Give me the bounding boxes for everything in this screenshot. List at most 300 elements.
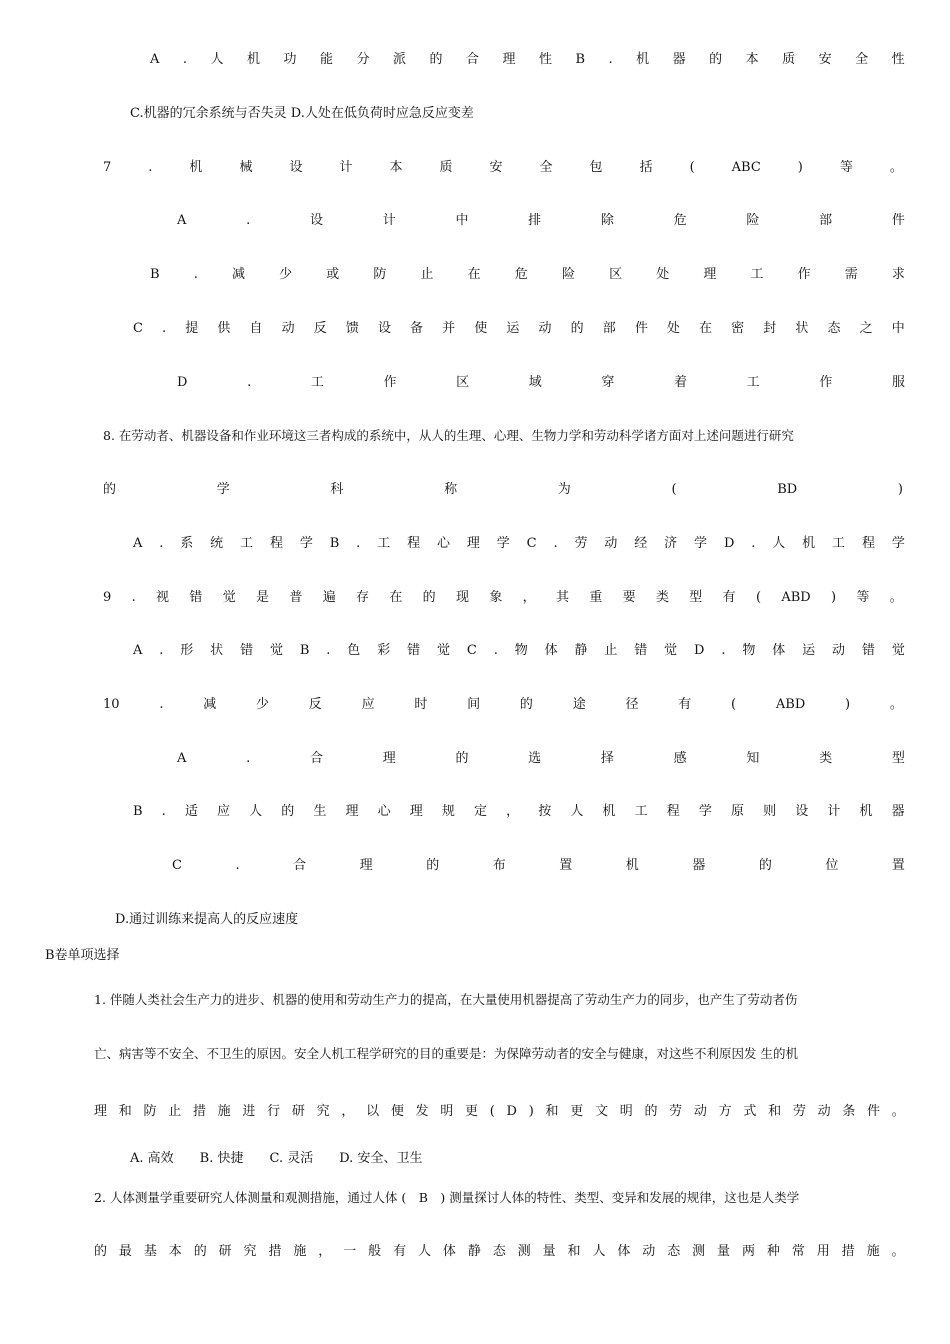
glyph: . <box>193 267 198 282</box>
glyph: 和 <box>768 1104 782 1119</box>
glyph: ) <box>897 482 903 497</box>
glyph: 量 <box>542 1244 556 1259</box>
question-8-stem-line-2 <box>103 480 903 500</box>
glyph: 学 <box>496 536 510 551</box>
glyph: ( <box>689 160 695 175</box>
glyph: ( <box>671 482 677 497</box>
glyph: 位 <box>825 858 839 873</box>
glyph: . <box>182 52 188 67</box>
glyph: 济 <box>664 536 678 551</box>
glyph: 测 <box>517 1244 531 1259</box>
glyph: 措 <box>268 1244 282 1259</box>
glyph: ABD <box>775 697 806 712</box>
glyph: 途 <box>572 697 586 712</box>
glyph: ( <box>489 1104 495 1119</box>
glyph: 错 <box>407 643 421 658</box>
glyph: ) <box>528 1104 534 1119</box>
glyph: 类 <box>655 590 669 605</box>
glyph: 研 <box>218 1244 232 1259</box>
glyph: 学 <box>694 536 708 551</box>
glyph: 。 <box>891 1244 905 1259</box>
glyph: 区 <box>609 267 623 282</box>
glyph: 态 <box>827 321 841 336</box>
glyph: ， <box>522 590 536 605</box>
glyph: 设 <box>289 160 303 175</box>
glyph: 作 <box>819 375 833 390</box>
glyph: 的 <box>519 697 533 712</box>
glyph: 设 <box>377 321 391 336</box>
glyph: D <box>506 1104 517 1119</box>
glyph: 危 <box>514 267 528 282</box>
glyph: 体 <box>442 1244 456 1259</box>
glyph: . <box>608 52 613 67</box>
glyph: 工 <box>750 267 764 282</box>
glyph: 感 <box>673 751 687 766</box>
glyph: 的 <box>570 321 584 336</box>
glyph: 体 <box>617 1244 631 1259</box>
glyph: ( <box>731 697 737 712</box>
glyph: . <box>235 858 240 873</box>
glyph: . <box>162 321 167 336</box>
glyph: 量 <box>717 1244 731 1259</box>
glyph: 措 <box>841 1244 855 1259</box>
glyph: B <box>150 267 160 282</box>
glyph: ， <box>341 1104 355 1119</box>
glyph: 施 <box>293 1244 307 1259</box>
glyph: 般 <box>368 1244 382 1259</box>
glyph: 止 <box>420 267 434 282</box>
b-question-1-stem-line-1: 1. 伴随人类社会生产力的进步、机器的使用和劳动生产力的提高，在大量使用机器提高了劳动生产力的同步，也产生了劳动者伤 <box>94 992 798 1007</box>
glyph: 究 <box>243 1244 257 1259</box>
glyph: 。 <box>889 160 903 175</box>
glyph: B <box>133 804 143 819</box>
glyph: 色 <box>347 643 361 658</box>
glyph: 觉 <box>269 643 283 658</box>
glyph: 程 <box>666 804 680 819</box>
glyph: 运 <box>506 321 520 336</box>
glyph: 是 <box>256 590 270 605</box>
glyph: 全 <box>539 160 553 175</box>
glyph: 着 <box>674 375 688 390</box>
glyph: 程 <box>407 536 421 551</box>
glyph: 止 <box>604 643 618 658</box>
glyph: 常 <box>791 1244 805 1259</box>
glyph: 密 <box>731 321 745 336</box>
glyph: D <box>723 536 735 551</box>
glyph: B <box>329 536 340 551</box>
glyph: 作 <box>797 267 811 282</box>
glyph: 性 <box>539 52 553 67</box>
glyph: D <box>694 643 705 658</box>
glyph: 普 <box>289 590 303 605</box>
question-6-options-cd: C.机器的冗余系统与否失灵 D.人处在低负荷时应急反应变差 <box>130 106 474 121</box>
glyph: 明 <box>440 1104 454 1119</box>
glyph: 减 <box>231 267 245 282</box>
glyph: 型 <box>689 590 703 605</box>
glyph: 物 <box>742 643 756 658</box>
glyph: 态 <box>492 1244 506 1259</box>
glyph: 理 <box>502 52 516 67</box>
glyph: . <box>553 536 558 551</box>
glyph: 质 <box>782 52 796 67</box>
glyph: 功 <box>283 52 297 67</box>
glyph: 体 <box>544 643 558 658</box>
glyph: 置 <box>559 858 573 873</box>
glyph: ， <box>318 1244 332 1259</box>
glyph: 进 <box>242 1104 256 1119</box>
glyph: 危 <box>673 213 687 228</box>
glyph: 工 <box>832 536 846 551</box>
glyph: 的 <box>426 858 440 873</box>
glyph: ABD <box>781 590 811 605</box>
question-7-option-d <box>177 373 905 393</box>
glyph: 处 <box>656 267 670 282</box>
glyph: 部 <box>819 213 833 228</box>
glyph: 理 <box>409 804 423 819</box>
glyph: 学 <box>891 536 905 551</box>
glyph: . <box>246 751 251 766</box>
glyph: 和 <box>545 1104 559 1119</box>
glyph: 除 <box>600 213 614 228</box>
glyph: . <box>721 643 726 658</box>
glyph: 理 <box>94 1104 108 1119</box>
glyph: 派 <box>393 52 407 67</box>
glyph: 能 <box>320 52 334 67</box>
glyph: 的 <box>429 52 443 67</box>
glyph: 反 <box>308 697 322 712</box>
glyph: 型 <box>891 751 905 766</box>
glyph: 心 <box>377 804 391 819</box>
glyph: 布 <box>492 858 506 873</box>
glyph: 提 <box>185 321 199 336</box>
glyph: 馈 <box>345 321 359 336</box>
glyph: 少 <box>279 267 293 282</box>
question-9-options <box>133 641 905 661</box>
glyph: 形 <box>180 643 194 658</box>
glyph: 生 <box>313 804 327 819</box>
glyph: D <box>177 375 188 390</box>
glyph: ( <box>755 590 762 605</box>
glyph: 状 <box>795 321 809 336</box>
glyph: 括 <box>639 160 653 175</box>
glyph: 经 <box>634 536 648 551</box>
glyph: 封 <box>763 321 777 336</box>
glyph: 更 <box>465 1104 479 1119</box>
glyph: 器 <box>891 804 905 819</box>
glyph: 合 <box>309 751 323 766</box>
glyph: 应 <box>217 804 231 819</box>
glyph: 和 <box>567 1244 581 1259</box>
glyph: 象 <box>489 590 503 605</box>
glyph: 觉 <box>222 590 236 605</box>
glyph: 中 <box>455 213 469 228</box>
glyph: 理 <box>345 804 359 819</box>
glyph: ) <box>845 697 851 712</box>
glyph: 种 <box>766 1244 780 1259</box>
glyph: 施 <box>866 1244 880 1259</box>
glyph: . <box>161 804 166 819</box>
b-question-1-stem-line-3 <box>94 1102 905 1122</box>
glyph: 科 <box>330 482 344 497</box>
glyph: 用 <box>816 1244 830 1259</box>
glyph: 或 <box>326 267 340 282</box>
glyph: 本 <box>389 160 403 175</box>
question-10-option-b <box>133 802 905 822</box>
glyph: 适 <box>184 804 198 819</box>
glyph: 程 <box>861 536 875 551</box>
glyph: 明 <box>619 1104 633 1119</box>
glyph: 错 <box>861 643 875 658</box>
glyph: 分 <box>356 52 370 67</box>
glyph: 机 <box>247 52 261 67</box>
glyph: 学 <box>299 536 313 551</box>
glyph: 类 <box>819 751 833 766</box>
glyph: 域 <box>528 375 542 390</box>
glyph: 定 <box>474 804 488 819</box>
glyph: 觉 <box>664 643 678 658</box>
glyph: 等 <box>856 590 870 605</box>
glyph: 防 <box>373 267 387 282</box>
glyph: 在 <box>389 590 403 605</box>
glyph: 部 <box>602 321 616 336</box>
glyph: 原 <box>731 804 745 819</box>
glyph: 人 <box>249 804 263 819</box>
glyph: 理 <box>382 751 396 766</box>
glyph: 。 <box>889 590 903 605</box>
glyph: 知 <box>746 751 760 766</box>
b-question-2-stem-line-1: 2. 人体测量学重要研究人体测量和观测措施，通过人体 ( B ) 测量探讨人体的特性、类型、变异和发展的规律，这也是人类学 <box>94 1190 800 1205</box>
glyph: 防 <box>143 1104 157 1119</box>
glyph: 止 <box>168 1104 182 1119</box>
question-10-option-a <box>177 749 905 769</box>
glyph: B <box>299 643 310 658</box>
glyph: 研 <box>291 1104 305 1119</box>
glyph: 的 <box>193 1244 207 1259</box>
question-8-options <box>133 534 905 554</box>
glyph: 人 <box>417 1244 431 1259</box>
glyph: 。 <box>891 1104 905 1119</box>
glyph: 工 <box>634 804 648 819</box>
glyph: 工 <box>377 536 391 551</box>
glyph: 运 <box>802 643 816 658</box>
glyph: 错 <box>240 643 254 658</box>
glyph: A <box>177 751 187 766</box>
glyph: 条 <box>842 1104 856 1119</box>
glyph: 区 <box>456 375 470 390</box>
glyph: 质 <box>439 160 453 175</box>
glyph: 态 <box>667 1244 681 1259</box>
glyph: 人 <box>570 804 584 819</box>
glyph: 便 <box>390 1104 404 1119</box>
glyph: 件 <box>634 321 648 336</box>
question-8-stem-line-1: 8. 在劳动者、机器设备和作业环境这三者构成的系统中，从人的生理、心理、生物力学和劳动科学诸方面对上述问题进行研究 <box>103 428 794 443</box>
glyph: 器 <box>672 52 686 67</box>
glyph: 机 <box>859 804 873 819</box>
question-9-stem <box>103 588 903 608</box>
glyph: ) <box>797 160 803 175</box>
glyph: 则 <box>763 804 777 819</box>
glyph: 体 <box>772 643 786 658</box>
glyph: 理 <box>703 267 717 282</box>
glyph: 的 <box>281 804 295 819</box>
glyph: A <box>133 536 143 551</box>
glyph: 本 <box>168 1244 182 1259</box>
glyph: 基 <box>143 1244 157 1259</box>
glyph: 机 <box>636 52 650 67</box>
glyph: 需 <box>844 267 858 282</box>
glyph: 工 <box>310 375 324 390</box>
glyph: 觉 <box>891 643 905 658</box>
glyph: . <box>159 697 164 712</box>
question-7-option-c <box>133 319 905 339</box>
glyph: 10 <box>103 697 120 712</box>
glyph: 服 <box>891 375 905 390</box>
glyph: 措 <box>192 1104 206 1119</box>
glyph: 包 <box>589 160 603 175</box>
glyph: 动 <box>642 1244 656 1259</box>
glyph: 计 <box>382 213 396 228</box>
glyph: 备 <box>410 321 424 336</box>
glyph: 彩 <box>377 643 391 658</box>
glyph: 静 <box>467 1244 481 1259</box>
question-10-stem <box>103 695 903 715</box>
glyph: 7 <box>103 160 112 175</box>
glyph: 在 <box>699 321 713 336</box>
glyph: 设 <box>309 213 323 228</box>
glyph: 。 <box>889 697 903 712</box>
glyph: 机 <box>625 858 639 873</box>
glyph: 合 <box>293 858 307 873</box>
glyph: 的 <box>644 1104 658 1119</box>
glyph: 人 <box>592 1244 606 1259</box>
glyph: 为 <box>557 482 571 497</box>
glyph: 减 <box>203 697 217 712</box>
glyph: 学 <box>698 804 712 819</box>
glyph: 劳 <box>669 1104 683 1119</box>
glyph: 理 <box>359 858 373 873</box>
glyph: 错 <box>189 590 203 605</box>
glyph: 统 <box>210 536 224 551</box>
glyph: ， <box>506 804 520 819</box>
glyph: 时 <box>414 697 428 712</box>
glyph: 文 <box>594 1104 608 1119</box>
glyph: . <box>159 643 164 658</box>
glyph: A <box>150 52 160 67</box>
glyph: 测 <box>692 1244 706 1259</box>
glyph: 险 <box>561 267 575 282</box>
glyph: 之 <box>859 321 873 336</box>
glyph: 最 <box>118 1244 132 1259</box>
glyph: 动 <box>832 643 846 658</box>
glyph: 的 <box>422 590 436 605</box>
glyph: 视 <box>156 590 170 605</box>
glyph: 径 <box>625 697 639 712</box>
glyph: 处 <box>666 321 680 336</box>
glyph: . <box>246 213 251 228</box>
glyph: 劳 <box>792 1104 806 1119</box>
glyph: 方 <box>718 1104 732 1119</box>
glyph: 和 <box>118 1104 132 1119</box>
glyph: 遍 <box>322 590 336 605</box>
glyph: 静 <box>574 643 588 658</box>
glyph: 反 <box>313 321 327 336</box>
glyph: C <box>172 858 182 873</box>
glyph: A <box>177 213 187 228</box>
glyph: 本 <box>745 52 759 67</box>
glyph: 穿 <box>601 375 615 390</box>
glyph: 工 <box>746 375 760 390</box>
glyph: 理 <box>466 536 480 551</box>
glyph: 机 <box>189 160 203 175</box>
glyph: 其 <box>555 590 569 605</box>
glyph: 究 <box>316 1104 330 1119</box>
glyph: 排 <box>528 213 542 228</box>
glyph: 设 <box>795 804 809 819</box>
glyph: 要 <box>622 590 636 605</box>
question-10-option-c <box>172 856 905 876</box>
glyph: 程 <box>269 536 283 551</box>
glyph: 错 <box>634 643 648 658</box>
glyph: C <box>526 536 537 551</box>
glyph: C <box>133 321 143 336</box>
glyph: 重 <box>589 590 603 605</box>
glyph: 式 <box>743 1104 757 1119</box>
glyph: 并 <box>442 321 456 336</box>
glyph: 安 <box>818 52 832 67</box>
glyph: 9 <box>103 590 112 605</box>
glyph: 施 <box>217 1104 231 1119</box>
glyph: 的 <box>455 751 469 766</box>
glyph: BD <box>777 482 798 497</box>
glyph: C <box>466 643 477 658</box>
glyph: . <box>159 536 164 551</box>
question-7-option-a <box>177 211 905 231</box>
glyph: ABC <box>731 160 761 175</box>
glyph: 一 <box>343 1244 357 1259</box>
glyph: 应 <box>361 697 375 712</box>
glyph: 存 <box>356 590 370 605</box>
question-7-stem <box>103 158 903 178</box>
glyph: 两 <box>741 1244 755 1259</box>
glyph: 规 <box>441 804 455 819</box>
section-heading: B卷单项选择 <box>45 948 120 963</box>
glyph: 有 <box>722 590 736 605</box>
glyph: 的 <box>94 1244 108 1259</box>
glyph: 动 <box>604 536 618 551</box>
glyph: 械 <box>239 160 253 175</box>
glyph: 系 <box>180 536 194 551</box>
glyph: 劳 <box>574 536 588 551</box>
glyph: . <box>131 590 136 605</box>
glyph: 动 <box>817 1104 831 1119</box>
glyph: 作 <box>383 375 397 390</box>
glyph: 行 <box>267 1104 281 1119</box>
glyph: 现 <box>456 590 470 605</box>
glyph: A <box>133 643 143 658</box>
glyph: 件 <box>891 213 905 228</box>
glyph: 等 <box>839 160 853 175</box>
glyph: 求 <box>891 267 905 282</box>
glyph: 按 <box>538 804 552 819</box>
glyph: 少 <box>256 697 270 712</box>
glyph: 有 <box>393 1244 407 1259</box>
glyph: 使 <box>474 321 488 336</box>
glyph: . <box>751 536 756 551</box>
glyph: 置 <box>891 858 905 873</box>
glyph: . <box>356 536 361 551</box>
glyph: 机 <box>802 536 816 551</box>
glyph: . <box>247 375 252 390</box>
